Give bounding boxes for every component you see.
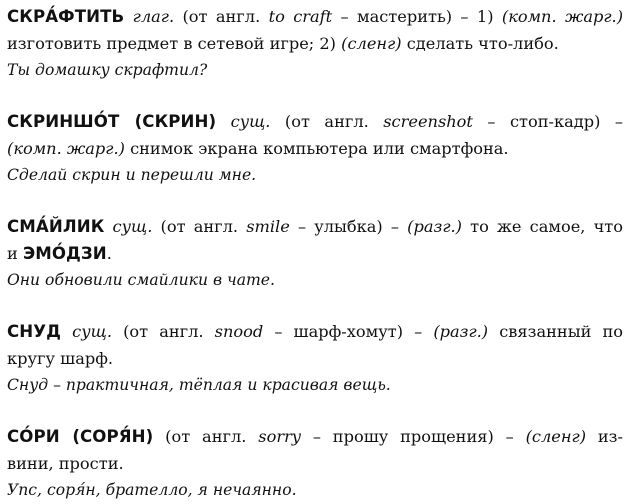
usage-example: Упс, соря́н, брателло, я нечаянно. <box>7 481 297 499</box>
cross-reference: ЭМО́ДЗИ <box>22 244 107 263</box>
source-word: sorry <box>258 427 301 446</box>
source-word: snood <box>214 322 264 341</box>
definition-text: вини, прости. <box>7 454 124 473</box>
source-word: to craft <box>268 7 333 26</box>
translation-text: – стоп-кадр) – <box>472 112 623 131</box>
entry-headword: СО́РИ (СОРЯ́Н) <box>7 427 154 446</box>
dictionary-entry <box>7 318 623 399</box>
entry-definition-line <box>7 213 623 240</box>
entry-definition-line <box>7 345 623 372</box>
usage-note: (комп. жарг.) <box>501 7 624 26</box>
entry-definition-line <box>7 423 623 450</box>
etymology-text: (от англ. <box>111 322 215 341</box>
definition-text: . <box>106 244 112 263</box>
definition-text: и <box>7 244 23 263</box>
entry-definition-line <box>7 135 623 162</box>
dictionary-entry <box>7 108 623 189</box>
etymology-text: (от англ. <box>153 427 259 446</box>
part-of-speech: глаг. <box>132 7 175 26</box>
usage-example: Сделай скрин и перешли мне. <box>7 166 257 184</box>
definition-text: из- <box>586 427 623 446</box>
usage-note: (разг.) <box>433 322 489 341</box>
dictionary-entry <box>7 213 623 294</box>
usage-example: Они обновили смайлики в чате. <box>7 271 275 289</box>
etymology-text: (от англ. <box>152 217 247 236</box>
definition-text: снимок экрана компьютера или смартфона. <box>124 139 509 158</box>
definition-text: сделать что-либо. <box>401 34 559 53</box>
entry-headword: СКРА́ФТИТЬ <box>7 7 125 26</box>
usage-example: Снуд – практичная, тёплая и красивая вещь. <box>7 376 391 394</box>
usage-note: (сленг) <box>341 34 402 53</box>
entry-definition-line <box>7 3 623 30</box>
entry-headword: СКРИНШО́Т (СКРИН) <box>7 112 217 131</box>
translation-text: – мастерить) – 1) <box>332 7 502 26</box>
source-word: screenshot <box>383 112 473 131</box>
part-of-speech: сущ. <box>112 217 153 236</box>
entry-definition-line <box>7 318 623 345</box>
definition-text: связанный по <box>488 322 624 341</box>
usage-note: (комп. жарг.) <box>7 139 125 158</box>
dictionary-entry <box>7 3 623 84</box>
definition-text: кругу шарф. <box>7 349 114 368</box>
entry-definition-line <box>7 450 623 477</box>
entry-definition-line <box>7 240 623 267</box>
dictionary-entry <box>7 423 623 504</box>
part-of-speech: сущ. <box>230 112 271 131</box>
definition-text: изготовить предмет в сетевой игре; 2) <box>7 34 342 53</box>
definition-text: то же самое, что <box>461 217 623 236</box>
translation-text: – прошу прощения) – <box>300 427 526 446</box>
source-word: smile <box>246 217 290 236</box>
entry-definition-line <box>7 108 623 135</box>
etymology-text: (от англ. <box>270 112 384 131</box>
translation-text: – шарф-хомут) – <box>263 322 434 341</box>
etymology-text: (от англ. <box>174 7 269 26</box>
entry-definition-line <box>7 30 623 57</box>
entry-headword: СМА́ЙЛИК <box>7 217 105 236</box>
entry-headword: СНУД <box>7 322 62 341</box>
usage-example: Ты домашку скрафтил? <box>7 61 208 79</box>
translation-text: – улыбка) – <box>289 217 408 236</box>
usage-note: (сленг) <box>525 427 587 446</box>
part-of-speech: сущ. <box>72 322 112 341</box>
usage-note: (разг.) <box>407 217 462 236</box>
